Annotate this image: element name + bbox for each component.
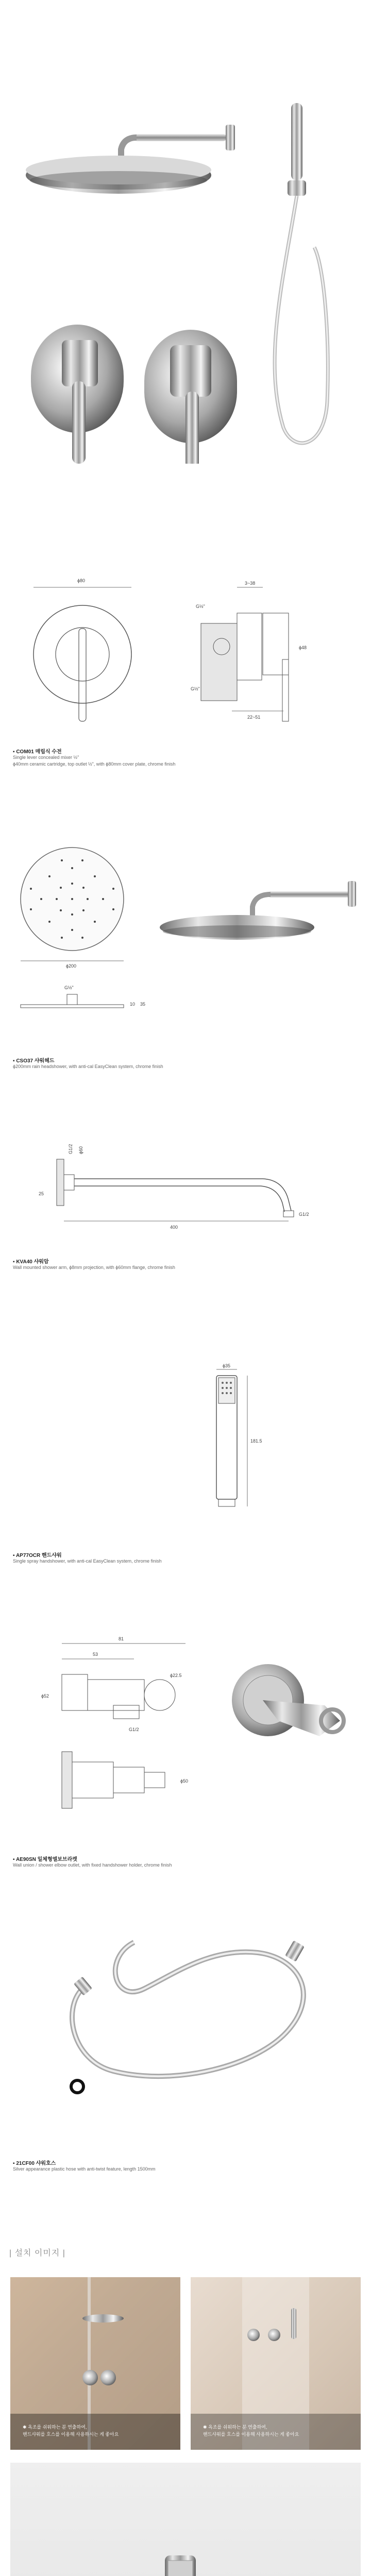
dim-kva40-3: 400 xyxy=(170,1225,178,1230)
dim-kva40-0: G1/2 xyxy=(68,1144,73,1154)
dim-cso37-0: ϕ200 xyxy=(66,963,77,969)
product-code-ap77ocr: ▪ AP77OCR 핸드샤워 xyxy=(13,1553,62,1558)
product-code-cso37: ▪ CSO37 샤워헤드 xyxy=(13,1058,55,1064)
dim-kva40-1: ϕ60 xyxy=(78,1146,83,1154)
ap77ocr-drawing xyxy=(196,1360,299,1515)
install-section-title: | 설치 이미지 | xyxy=(9,2249,65,2258)
install-photo-2-caption-2: 핸드샤워를 호스를 이용해 사용하시는 게 좋아요 xyxy=(203,2432,299,2437)
dim-cso37-2: 10 xyxy=(130,1002,136,1007)
install-photo-1-caption-1: ✱ 욕조를 쉬워하는 분 연출하여, xyxy=(23,2425,87,2430)
hero-product-image xyxy=(15,93,356,464)
dim-ap77-1: 181.5 xyxy=(250,1438,262,1444)
dim-ae90-3: ϕ52 xyxy=(41,1693,49,1699)
dim-com01-2: G½" xyxy=(196,604,205,609)
install-photo-1 xyxy=(10,2277,180,2450)
hose-photo xyxy=(41,1927,340,2133)
product-desc-cso37-1: ϕ200mm rain headshower, with anti-cal EasyClean system, chrome finish xyxy=(13,1064,163,1069)
install-photo-2-caption-1: ✱ 욕조를 쉬워하는 분 연출하여, xyxy=(203,2425,267,2430)
product-desc-com01-1: Single lever concealed mixer ½" xyxy=(13,755,79,760)
dim-kva40-4: G1/2 xyxy=(299,1212,309,1217)
com01-technical-drawing xyxy=(26,556,345,726)
dim-com01-5: G½" xyxy=(191,686,200,691)
ae90sn-drawing-and-photo xyxy=(10,1628,361,1814)
product-desc-21cf00-1: Silver appearance plastic hose with anti-twist feature, length 1500mm xyxy=(13,2166,156,2172)
dim-ae90-4: G1/2 xyxy=(129,1727,139,1732)
product-desc-com01-2: ϕ40mm ceramic cartridge, top outlet ½", with ϕ80mm cover plate, chrome finish xyxy=(13,761,176,767)
product-code-com01: ▪ COM01 매립식 수전 xyxy=(13,749,62,755)
dim-com01-0: ϕ80 xyxy=(77,578,86,583)
dim-ae90-0: 81 xyxy=(119,1636,124,1641)
dim-ae90-2: ϕ22.5 xyxy=(170,1673,182,1678)
product-desc-ap77ocr-1: Single spray handshower, with anti-cal EasyClean system, chrome finish xyxy=(13,1558,162,1564)
product-code-21cf00: ▪ 21CF00 샤워호스 xyxy=(13,2161,56,2166)
product-code-kva40: ▪ KVA40 샤워암 xyxy=(13,1259,49,1265)
install-photo-3 xyxy=(10,2463,361,2576)
install-photo-2 xyxy=(191,2277,361,2450)
dim-kva40-2: 25 xyxy=(39,1191,44,1196)
cso37-drawing-and-photo xyxy=(10,845,361,1041)
dim-cso37-1: G½" xyxy=(64,985,74,990)
dim-com01-1: 3~38 xyxy=(245,581,256,586)
dim-ae90-1: 53 xyxy=(93,1652,98,1657)
dim-ap77-0: ϕ35 xyxy=(223,1363,231,1368)
dim-com01-3: 22~51 xyxy=(247,715,261,720)
dim-com01-4: ϕ48 xyxy=(299,645,307,650)
kva40-drawing xyxy=(31,1133,340,1236)
product-code-ae90sn: ▪ AE90SN 일체형엘보브라켓 xyxy=(13,1857,77,1862)
product-desc-kva40-1: Wall mounted shower arm, ϕ8mm projection, with ϕ60mm flange, chrome finish xyxy=(13,1265,175,1270)
dim-cso37-3: 35 xyxy=(140,1002,146,1007)
dim-ae90-5: ϕ50 xyxy=(180,1778,189,1784)
product-desc-ae90sn-1: Wall union / shower elbow outlet, with fixed handshower holder, chrome finish xyxy=(13,1862,172,1868)
install-photo-1-caption-2: 핸드샤워를 호스를 이용해 사용하시는 게 좋아요 xyxy=(23,2432,119,2437)
